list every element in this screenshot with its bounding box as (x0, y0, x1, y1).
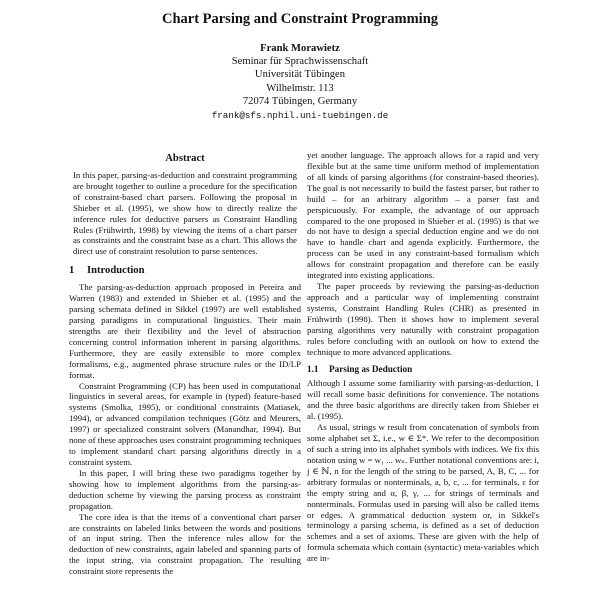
section-1-title: Introduction (87, 265, 145, 277)
author-name: Frank Morawietz (260, 43, 340, 54)
intro-paragraph-3: In this paper, I will bring these two paradigms together by showing how to implement algorithms from the parsing-as-deduction scheme by viewing the parsing process as constraint propagation. (69, 467, 301, 511)
section-1-1-number: 1.1 (307, 363, 319, 374)
paper-header (0, 10, 600, 122)
section-1-1-heading (307, 364, 539, 375)
section-1-number: 1 (69, 265, 75, 277)
deduction-paragraph-1: Although I assume some familiarity with parsing-as-deduction, I will recall some basic definitions for convenience. The notations and the three basic algorithms are directly taken from Shieber et al. (1995). (307, 378, 539, 422)
left-column (69, 150, 301, 577)
affiliation-line-4: 72074 Tübingen, Germany (242, 95, 358, 107)
section-1-1-title: Parsing as Deduction (329, 363, 413, 374)
right-column (307, 150, 539, 564)
abstract-text: In this paper, parsing-as-deduction and constraint programming are brought together to outline a procedure for the specification of constraint-based chart parsers. Following the proposal in Shieber et al. (1995), we show how to directly realize the inference rules for deductive parsers as Constraint Handling Rules (Frühwirth, 1998) by viewing the items of a chart parser as constraints and the constraint base as a chart. This allows the direct use of constraint resolution to parse sentences. (73, 169, 297, 257)
affiliation-line-1: Seminar für Sprachwissenschaft (231, 56, 369, 67)
intro-paragraph-5: The paper proceeds by reviewing the parsing-as-deduction approach and a particular way of implementing constraint systems, Constraint Handling Rules (CHR) as presented in Frühwirth (1998). Then it shows how to implement several parsing algorithms very naturally with constraint propagation rules before concluding with an outlook on how to extend the technique to more advanced applications. (307, 281, 539, 357)
abstract-heading: Abstract (165, 153, 205, 164)
author-email[interactable]: frank@sfs.nphil.uni-tuebingen.de (211, 110, 389, 122)
intro-paragraph-4: The core idea is that the items of a conventional chart parser are constraints on labeled links between the words and positions of an input string. Then the inference rules allow for the deduction of new constraints, again labeled and spanning parts of the input string, via constraint propagation. The resulting constraint store represents the (69, 511, 301, 577)
intro-paragraph-1: The parsing-as-deduction approach proposed in Pereira and Warren (1983) and extended in Shieber et al. (1995) and the parsing schemata defined in Sikkel (1997) are well established parsing paradigms in computational linguistics. Their main strengths are their flexibility and the level of abstraction concerning control information inherent in parsing algorithms. Furthermore, they are easily extensible to more complex formalisms, e.g., augmented phrase structure rules or the ID/LP format. (69, 282, 301, 380)
affiliation-line-2: Universität Tübingen (254, 69, 346, 81)
deduction-paragraph-2: As usual, strings w result from concatenation of symbols from some alphabet set Σ, i.e., w ∈ Σ*. We refer to the decomposition of such a string into its alphabet symbols with indices. We fix this notation using w = w₁ ... wₙ. Further notational conventions are: i, j ∈ ℕ, n for the length of the string to be parsed, A, B, C, ... for arbitrary formulas or nonterminals, a, b, c, ... for terminals, ε for the empty string and α, β, γ, ... for strings of terminals and nonterminals. Formulas used in parsing will also be called items or edges. A grammatical deduction system or, in Sikkel's terminology a parsing schema, is defined as a set of deduction schemes and a set of axioms. These are given with the help of formula schemata which contain (syntactic) meta-variables which are in- (307, 422, 539, 564)
section-1-heading (69, 266, 301, 277)
affiliation-line-3: Wilhelmstr. 113 (266, 82, 334, 94)
intro-paragraph-2: Constraint Programming (CP) has been used in computational linguistics in several areas, for example in (typed) feature-based systems (Smolka, 1995), or conditional constraints (Matiasek, 1994), or advanced compilation techniques (Götz and Meurers, 1997) or specialized constraint solvers (Manandhar, 1994). But none of these approaches uses constraint programming techniques to implement standard chart parsing algorithms directly in a constraint system. (69, 380, 301, 467)
paper-title: Chart Parsing and Constraint Programming (161, 11, 439, 27)
intro-paragraph-4-continued: yet another language. The approach allows for a rapid and very flexible but at the same time uniform method of implementation of all kinds of parsing algorithms (for constraint-based theories). The goal is not necessarily to build the fastest parser, but rather to build – for an arbitrary algorithm – a parser fast and perspicuously. For example, the advantage of our approach compared to the one proposed in Shieber et al. (1995) is that we do not have to design a special deduction engine and we do not have to handle chart and agenda explicitly. Furthermore, the process can be used in any constraint-based formalism which allows for constraint propagation and therefore can be easily integrated into existing applications. (307, 150, 539, 281)
